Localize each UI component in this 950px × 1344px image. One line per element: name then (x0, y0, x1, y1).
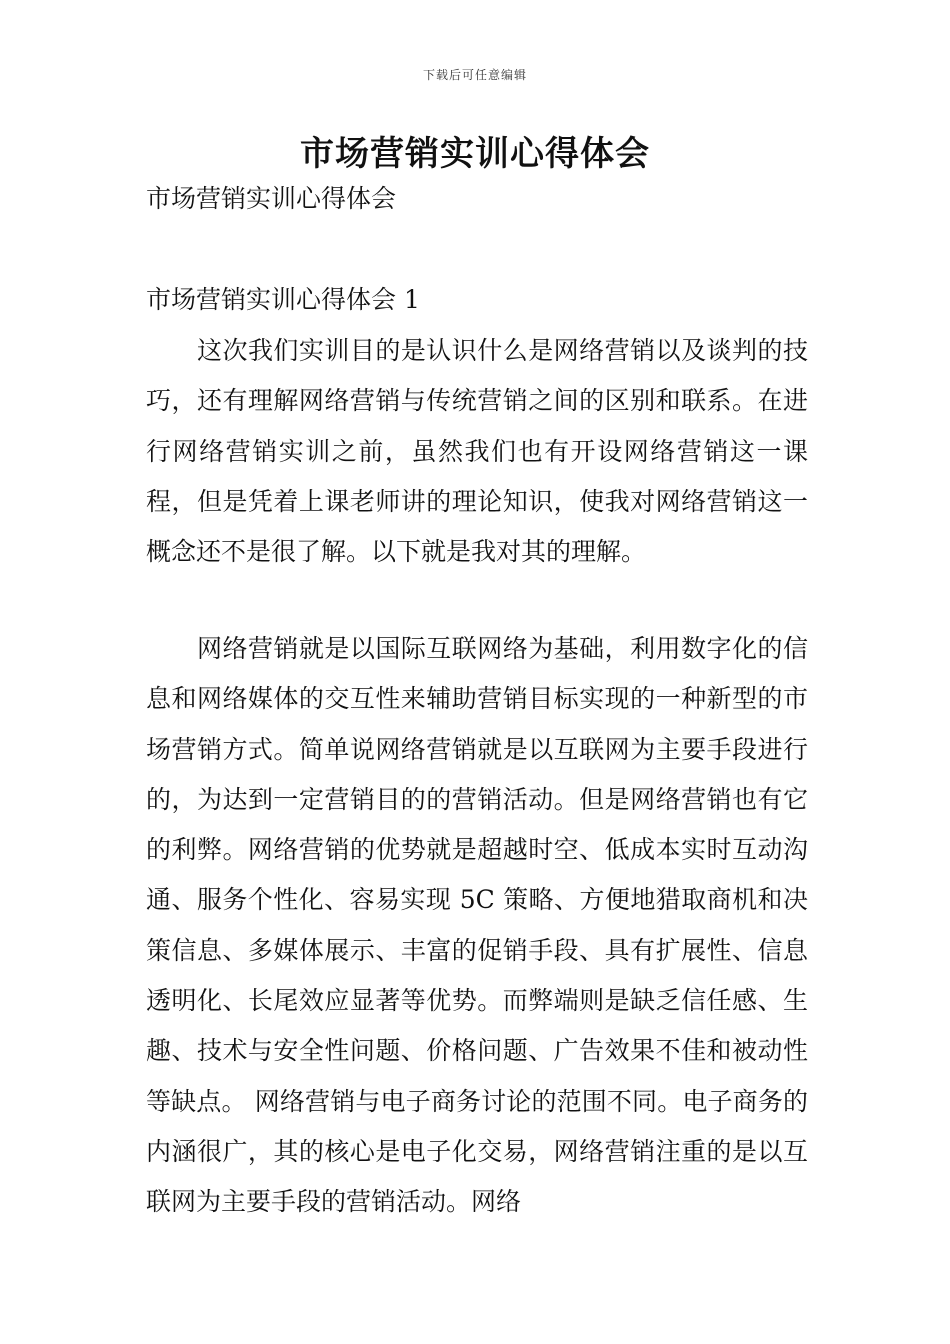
header-note: 下载后可任意编辑 (422, 68, 527, 82)
document-subtitle: 市场营销实训心得体会 (146, 184, 397, 213)
body-paragraph-1: 这次我们实训目的是认识什么是网络营销以及谈判的技巧，还有理解网络营销与传统营销之间的区别和联系。在进行网络营销实训之前，虽然我们也有开设网络营销这一课程，但是凭着上课老师讲的理论知识，使我对网络营销这一概念还不是很了解。以下就是我对其的理解。 (146, 336, 808, 567)
document-title: 市场营销实训心得体会 (300, 134, 650, 174)
body-paragraph-2: 网络营销就是以国际互联网络为基础，利用数字化的信息和网络媒体的交互性来辅助营销目标实现的一种新型的市场营销方式。简单说网络营销就是以互联网为主要手段进行的，为达到一定营销目的的营销活动。但是网络营销也有它的利弊。网络营销的优势就是超越时空、低成本实时互动沟通、服务个性化、容易实现 5C 策略、方便地猎取商机和决策信息、多媒体展示、丰富的促销手段、具有扩展性、信息透明化、长尾效应显著等优势。而弊端则是缺乏信任感、生趣、技术与安全性问题、价格问题、广告效果不佳和被动性等缺点。 网络营销与电子商务讨论的范围不同。电子商务的内涵很广，其的核心是电子化交易，网络营销注重的是以互联网为主要手段的营销活动。网络 (146, 634, 808, 1217)
section-heading: 市场营销实训心得体会 1 (146, 285, 420, 314)
